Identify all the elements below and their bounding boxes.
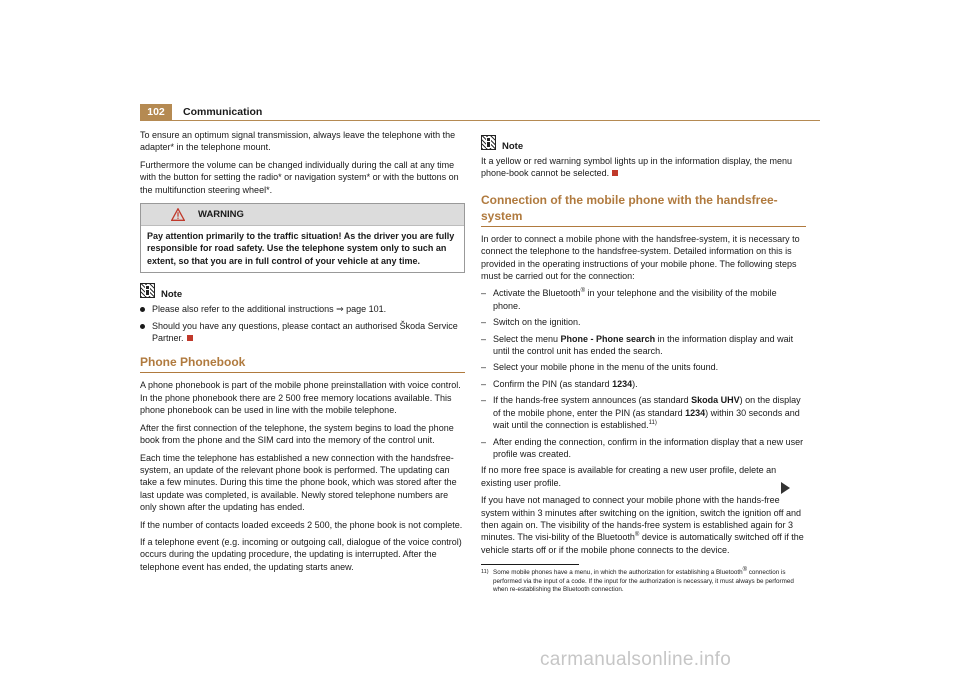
footnote-rule <box>481 564 579 565</box>
page-number: 102 <box>140 104 172 120</box>
note-text <box>481 155 806 180</box>
dash-marker: – <box>481 288 487 299</box>
intro-paragraph-1: To ensure an optimum signal transmission, always leave the telephone with the adapter* in the telephone mount. <box>140 130 456 153</box>
dash-marker: – <box>481 395 487 406</box>
phonebook-heading: Phone Phonebook <box>140 355 246 370</box>
step-text: Activate the Bluetooth <box>493 288 581 299</box>
menu-path: Phone - Phone search <box>560 333 656 344</box>
warning-header <box>141 204 464 226</box>
chapter-title: Communication <box>183 106 263 118</box>
warning-title: WARNING <box>198 209 244 221</box>
step-text: ) within 30 seconds and wait until the connection is established. <box>493 407 800 431</box>
phonebook-paragraph: After the first connection of the telephone, the system begins to load the phone book from the phone and the SIM card into the memory of the control unit. <box>140 422 454 446</box>
registered-mark: ® <box>580 288 585 295</box>
note-bullet <box>140 320 465 345</box>
step-text: If the hands-free system announces (as standard <box>493 395 692 406</box>
section-end-icon <box>187 335 193 341</box>
step-text: ). <box>632 378 638 389</box>
page-header <box>0 104 960 120</box>
connection-heading: Connection of the mobile phone with the handsfree-system <box>481 192 778 223</box>
paragraph-text: If you have not managed to connect your mobile phone with the hands-free system within 3 minutes after switching on the ignition, switch the ignition off and then again on. The visibility of the hands-free system is established again for 3 minutes. The visi-bility of the Bluetooth <box>481 495 802 543</box>
note-header <box>140 283 465 303</box>
header-rule <box>140 120 820 121</box>
step-text: in the information display and wait until the control unit has ended the search. <box>493 333 794 357</box>
watermark: carmanualsonline.info <box>540 649 732 670</box>
registered-mark: ® <box>742 567 748 574</box>
note-text-body: It a yellow or red warning symbol lights up in the information display, the menu phone-book cannot be selected. <box>481 156 792 179</box>
note-bullet-text: Please also refer to the additional instructions ⇒ page 101. <box>152 304 387 315</box>
step-text: After ending the connection, confirm in the information display that a new user profile was created. <box>493 436 804 459</box>
pin-code: 1234 <box>612 378 633 389</box>
note-title: Note <box>502 141 524 152</box>
pin-code: 1234 <box>685 407 706 418</box>
note-header <box>481 135 806 155</box>
step-item <box>481 361 806 373</box>
phonebook-paragraph: If the number of contacts loaded exceeds 2 500, the phone book is not complete. <box>140 519 463 530</box>
connection-paragraph: If no more free space is available for creating a new user profile, delete an existing user profile. <box>481 465 777 488</box>
step-text: Confirm the PIN (as standard <box>493 378 613 389</box>
connection-paragraph <box>481 494 806 556</box>
step-item <box>481 333 806 358</box>
step-item <box>481 394 806 431</box>
step-text: in your telephone and the visibility of the mobile phone. <box>493 288 777 311</box>
step-item <box>481 287 806 312</box>
section-end-icon <box>612 170 618 176</box>
dash-marker: – <box>481 333 487 344</box>
footnote-ref: 11) <box>648 420 657 427</box>
dash-marker: – <box>481 362 487 373</box>
step-text: Select your mobile phone in the menu of the units found. <box>493 362 719 373</box>
note-icon <box>481 135 496 150</box>
heading-rule <box>481 226 806 227</box>
registered-mark: ® <box>634 532 640 539</box>
footnote-text: connection is performed via the input of a code. If the input for the authorization is necessary, it must always be performed when re-establishing the Bluetooth connection. <box>493 569 794 594</box>
bullet-icon <box>140 324 145 329</box>
warning-triangle-icon <box>171 208 185 221</box>
right-column <box>481 129 806 595</box>
device-name: Skoda UHV <box>691 395 740 406</box>
step-item <box>481 436 806 461</box>
paragraph-text: device is automatically switched off if the vehicle starts off or if the mobile phone connects to the device. <box>481 532 804 555</box>
step-text: Select the menu <box>493 333 561 344</box>
phonebook-paragraph: If a telephone event (e.g. incoming or outgoing call, dialogue of the voice control) occurs during the updating procedure, the updating is interrupted. After the telephone event has ended, the updating starts anew. <box>140 536 462 572</box>
connection-intro: In order to connect a mobile phone with the handsfree-system, it is necessary to connect the telephone to the handsfree-system. Detailed information on this is provided in the operating instructions of your mobile phone. The following steps must be carried out for the connection: <box>481 233 800 282</box>
dash-marker: – <box>481 378 487 389</box>
warning-box <box>140 203 465 273</box>
phonebook-paragraph: A phone phonebook is part of the mobile phone preinstallation with voice control. In the phone phonebook there are 2 500 free memory locations available. This phone phonebook can be used in line with the mobile telephone. <box>140 380 461 416</box>
warning-text: Pay attention primarily to the traffic situation! As the driver you are fully responsible for road safety. Use the telephone system only to such an extent, so that you are in full control of your vehicle at any time. <box>147 231 455 266</box>
note-icon <box>140 283 155 298</box>
note-title: Note <box>161 289 183 301</box>
next-page-arrow-icon[interactable] <box>781 482 790 494</box>
footnote-text: Some mobile phones have a menu, in which the authorization for establishing a Bluetooth <box>493 569 743 577</box>
heading-rule <box>140 372 465 373</box>
step-item <box>481 316 806 328</box>
intro-paragraph-2: Furthermore the volume can be changed individually during the call at any time with the button for setting the radio* or navigation system* or with the buttons on the multifunction steering wheel*. <box>140 159 459 195</box>
step-text: Switch on the ignition. <box>493 317 581 328</box>
bullet-icon <box>140 307 145 312</box>
left-column <box>140 129 465 578</box>
dash-marker: – <box>481 317 487 328</box>
phonebook-paragraph: Each time the telephone has established a new connection with the handsfree-system, an update of the relevant phone book is performed. The updating can take a few minutes. During this time the phone book, which was stored after the last update was completed, is available. Newly stored telephone numbers are only shown after the updating has ended. <box>140 452 457 513</box>
note-bullet-text: Should you have any questions, please contact an authorised Škoda Service Partner. <box>152 320 458 344</box>
step-item <box>481 378 806 390</box>
step-text: ) on the display of the mobile phone, enter the PIN (as standard <box>493 395 801 418</box>
note-bullet <box>140 303 465 315</box>
footnote-number: 11) <box>481 569 489 576</box>
dash-marker: – <box>481 436 487 447</box>
footnote <box>481 569 806 595</box>
